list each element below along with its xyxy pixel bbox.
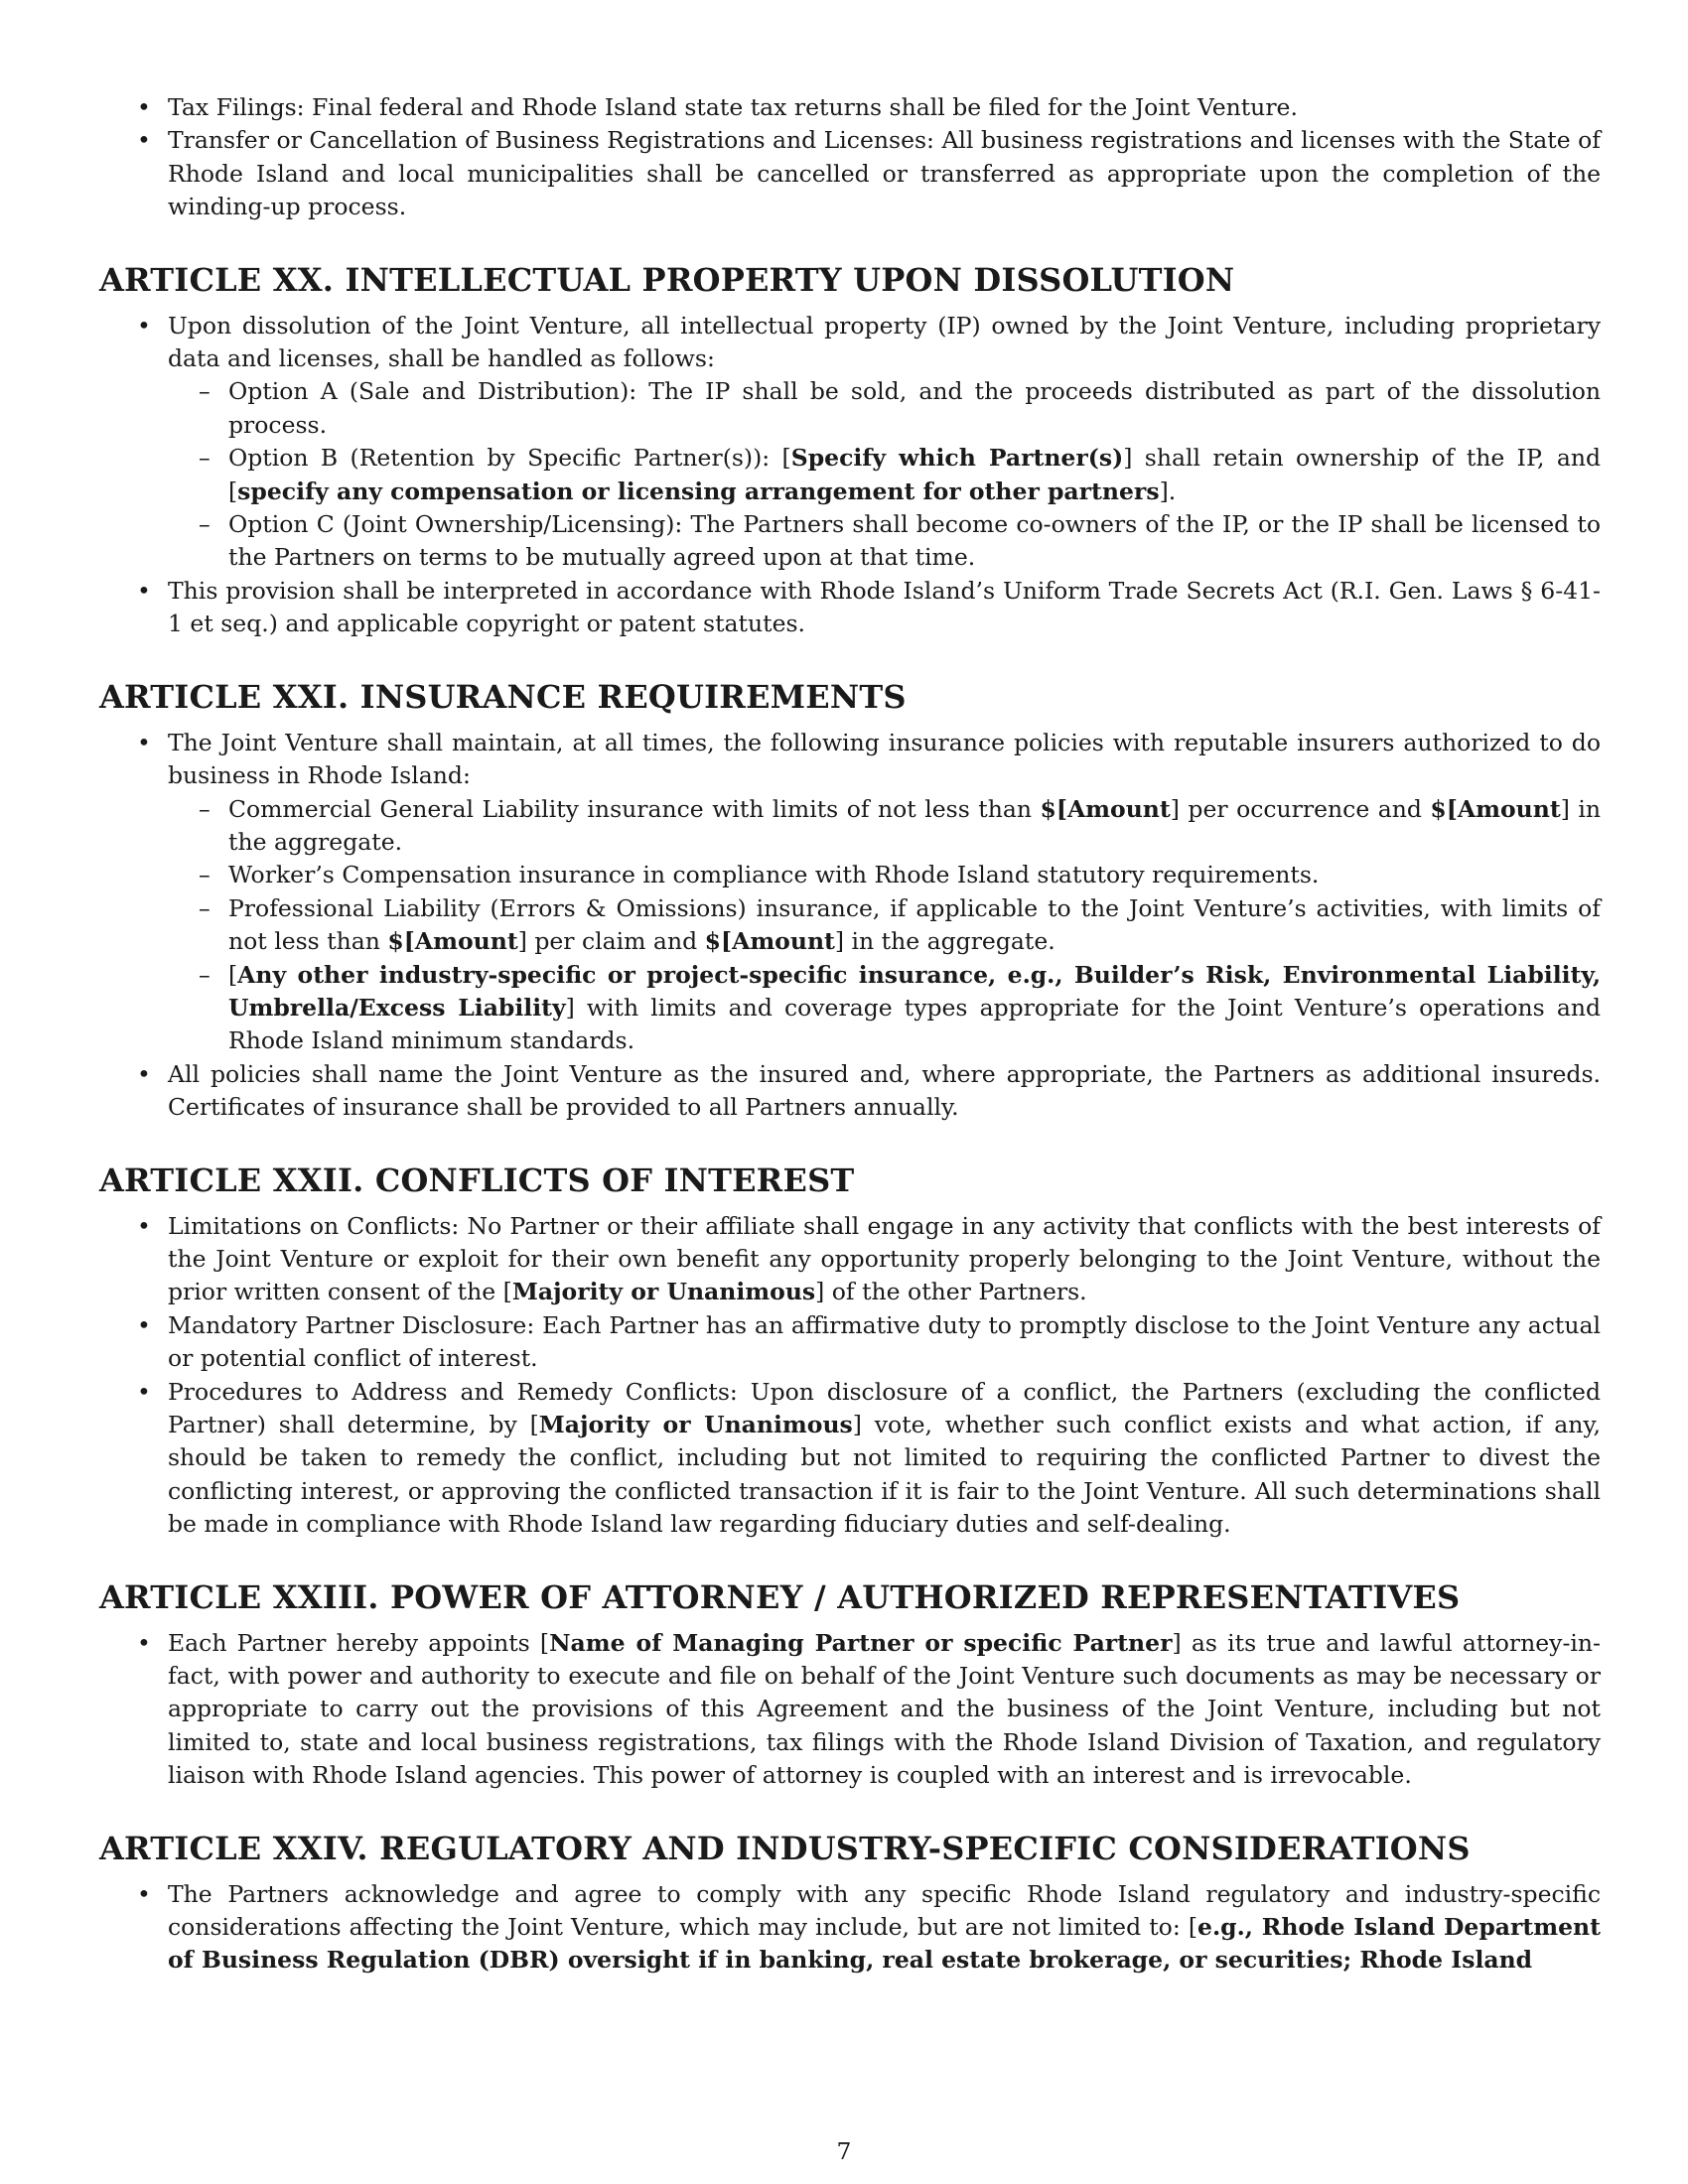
text-run: ] vote, whether such conflict exists and what action, if any, should be taken to remedy the conflict, including but not limited to requiring the conflicted Partner to divest the conflicting interest, or approving the conflicted transaction if it is fair to the Joint Venture. All such determinations shall be made in compliance with Rhode Island law regarding fiduciary duties and self-dealing. — [168, 1411, 1601, 1539]
placeholder-bold: Majority or Unanimous — [511, 1278, 816, 1306]
text-run: ] of the other Partners. — [815, 1278, 1087, 1306]
list-item — [99, 1376, 1601, 1542]
placeholder-bold: specify any compensation or licensing arrangement for other partners — [237, 477, 1160, 505]
text-run: ] shall retain ownership of the IP, and [ — [228, 444, 1602, 505]
placeholder-bold: Specify which Partner(s) — [790, 444, 1124, 473]
text-run: Professional Liability (Errors & Omissions) insurance, if applicable to the Joint Venture’s activities, with limits of not less than — [228, 893, 1601, 956]
list-item — [99, 1878, 1601, 1978]
article-section — [99, 260, 1601, 641]
placeholder-bold: Name of Managing Partner or specific Partner — [549, 1628, 1173, 1657]
article-section — [99, 1577, 1601, 1793]
text-run: Tax Filings: Final federal and Rhode Island state tax returns shall be filed for the Joint Venture. — [168, 93, 1298, 121]
text-run: Option A (Sale and Distribution): The IP shall be sold, and the proceeds distributed as part of the dissolution process. — [228, 377, 1601, 439]
list-item — [99, 727, 1601, 1058]
list-item — [99, 1309, 1601, 1376]
text-run: Option C (Joint Ownership/Licensing): The Partners shall become co-owners of the IP, or the IP shall be licensed to the Partners on terms to be mutually agreed upon at that time. — [228, 510, 1601, 572]
article-section — [99, 677, 1601, 1125]
text-run: All policies shall name the Joint Venture as the insured and, where appropriate, the Partners as additional insureds. Certificates of insurance shall be provided to all Partners annually. — [168, 1059, 1601, 1122]
text-run: ] in the aggregate. — [834, 927, 1055, 956]
article-section — [99, 1829, 1601, 1978]
article-list — [99, 1878, 1601, 1978]
text-run: ] per occurrence and — [1170, 794, 1431, 823]
text-run: The Partners acknowledge and agree to comply with any specific Rhode Island regulatory and industry-specific considerations affecting the Joint Venture, which may include, but are not limited to: [ — [168, 1879, 1601, 1942]
text-run: Option B (Retention by Specific Partner(s)): [ — [228, 444, 791, 473]
article-heading: ARTICLE XXI. INSURANCE REQUIREMENTS — [99, 677, 907, 716]
list-item — [99, 91, 1601, 124]
article-heading: ARTICLE XX. INTELLECTUAL PROPERTY UPON DISSOLUTION — [99, 260, 1235, 299]
page-number: 7 — [836, 2137, 852, 2165]
list-item — [99, 1058, 1601, 1125]
articles-container — [99, 260, 1601, 1978]
text-run: Upon dissolution of the Joint Venture, all intellectual property (IP) owned by the Joint Venture, including proprietary data and licenses, shall be handled as follows: — [168, 311, 1601, 373]
article-list — [99, 727, 1601, 1125]
placeholder-bold: $[Amount — [704, 927, 835, 956]
list-item — [99, 310, 1601, 575]
sub-list — [168, 375, 1601, 574]
article-list — [99, 1627, 1601, 1793]
article-list — [99, 310, 1601, 641]
article-heading: ARTICLE XXII. CONFLICTS OF INTEREST — [99, 1160, 855, 1199]
sub-list-item — [168, 859, 1601, 891]
article-heading: ARTICLE XXIV. REGULATORY AND INDUSTRY-SPECIFIC CONSIDERATIONS — [99, 1829, 1471, 1867]
text-run: The Joint Venture shall maintain, at all times, the following insurance policies with reputable insurers authorized to do business in Rhode Island: — [168, 728, 1601, 790]
placeholder-bold: $[Amount — [387, 927, 518, 956]
placeholder-bold: $[Amount — [1430, 794, 1561, 823]
text-run: Limitations on Conflicts: No Partner or their affiliate shall engage in any activity that conflicts with the best interests of the Joint Venture or exploit for their own benefit any opportunity properly belonging to the Joint Venture, without the prior written consent of the [ — [168, 1211, 1601, 1306]
text-run: ] per claim and — [517, 927, 705, 956]
placeholder-bold: Majority or Unanimous — [538, 1411, 853, 1438]
text-run: Transfer or Cancellation of Business Registrations and Licenses: All business registrations and licenses with the State of Rhode Island and local municipalities shall be cancelled or transferred as appropriate upon the completion of the winding-up process. — [168, 126, 1601, 221]
list-item — [99, 1627, 1601, 1793]
text-run: ] with limits and coverage types appropriate for the Joint Venture’s operations and Rhode Island minimum standards. — [228, 993, 1602, 1055]
text-run: Each Partner hereby appoints [ — [168, 1628, 550, 1657]
article-list — [99, 1210, 1601, 1542]
sub-list — [168, 793, 1601, 1058]
text-run: [ — [228, 960, 238, 989]
placeholder-bold: e.g., Rhode Island Department of Business Regulation (DBR) oversight if in banking, real estate brokerage, or securities; Rhode Island — [168, 1913, 1602, 1975]
list-item — [99, 124, 1601, 223]
document-page — [99, 91, 1601, 1978]
text-run: ] in the aggregate. — [228, 794, 1601, 856]
placeholder-bold: Any other industry-specific or project-specific insurance, e.g., Builder’s Risk, Environmental Liability, Umbrella/Excess Liability — [228, 960, 1601, 1022]
text-run: Procedures to Address and Remedy Conflicts: Upon disclosure of a conflict, the Partners (excluding the conflicted Partner) shall determine, by [ — [168, 1377, 1601, 1438]
sub-list-item — [168, 375, 1601, 442]
sub-list-item — [168, 959, 1601, 1058]
intro-list — [99, 91, 1601, 224]
article-heading: ARTICLE XXIII. POWER OF ATTORNEY / AUTHORIZED REPRESENTATIVES — [99, 1577, 1461, 1616]
text-run: Mandatory Partner Disclosure: Each Partner has an affirmative duty to promptly disclose to the Joint Venture any actual or potential conflict of interest. — [168, 1310, 1601, 1373]
text-run: ] as its true and lawful attorney-in-fact, with power and authority to execute and file on behalf of the Joint Venture such documents as may be necessary or appropriate to carry out the provisions of this Agreement and the business of the Joint Venture, including but not limited to, state and local business registrations, tax filings with the Rhode Island Division of Taxation, and regulatory liaison with Rhode Island agencies. This power of attorney is coupled with an interest and is irrevocable. — [168, 1628, 1601, 1790]
text-run: Worker’s Compensation insurance in compliance with Rhode Island statutory requirements. — [228, 861, 1320, 889]
article-section — [99, 1160, 1601, 1542]
text-run: This provision shall be interpreted in accordance with Rhode Island’s Uniform Trade Secrets Act (R.I. Gen. Laws § 6-41-1 et seq.) and applicable copyright or patent statutes. — [168, 576, 1601, 638]
sub-list-item — [168, 793, 1601, 860]
placeholder-bold: $[Amount — [1040, 794, 1171, 823]
sub-list-item — [168, 442, 1601, 508]
sub-list-item — [168, 508, 1601, 575]
list-item — [99, 1210, 1601, 1309]
text-run: ]. — [1159, 477, 1177, 505]
list-item — [99, 575, 1601, 641]
text-run: Commercial General Liability insurance with limits of not less than — [228, 794, 1041, 823]
sub-list-item — [168, 892, 1601, 959]
